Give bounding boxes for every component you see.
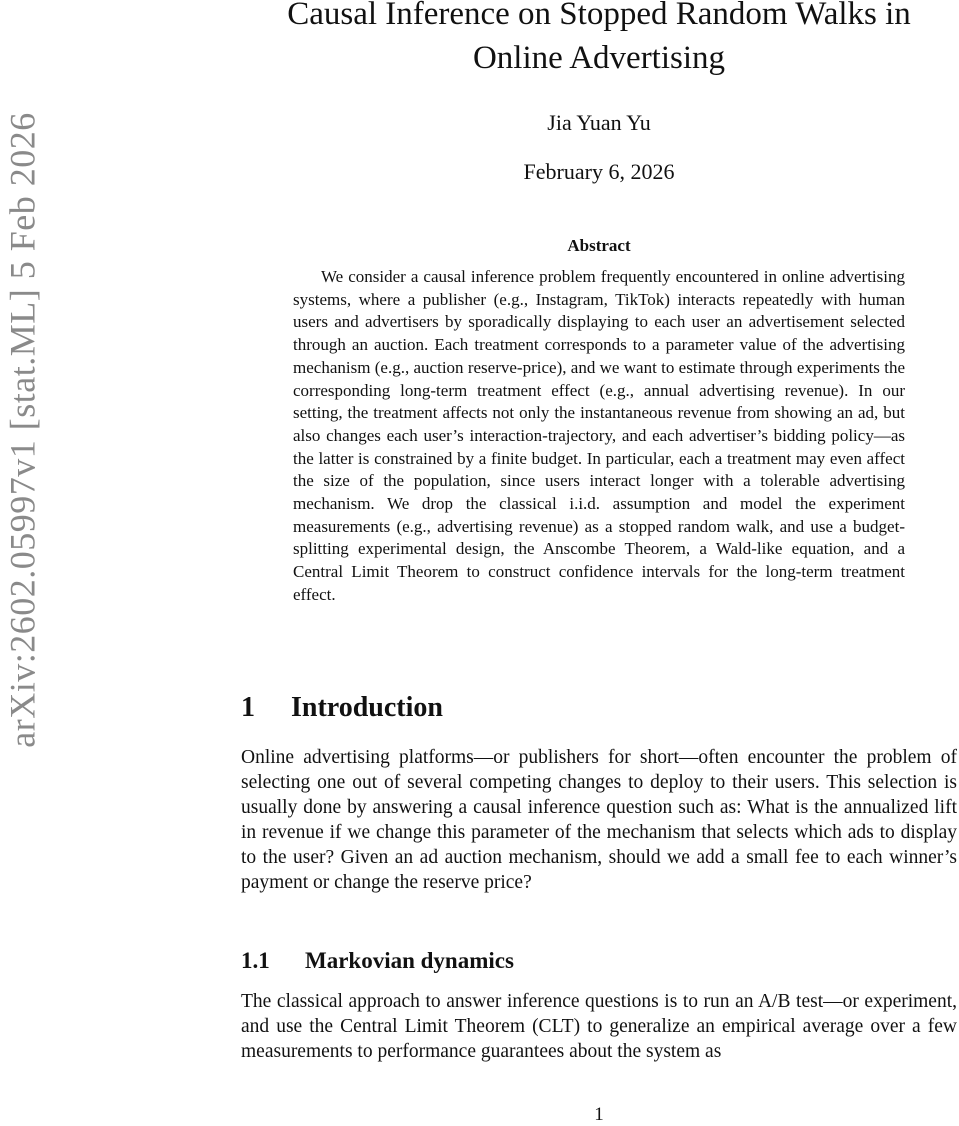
subsection-number: 1.1	[241, 948, 270, 973]
page-number: 1	[594, 1104, 604, 1125]
abstract-heading: Abstract	[567, 236, 631, 255]
arxiv-identifier: arXiv:2602.05997v1 [stat.ML] 5 Feb 2026	[3, 112, 43, 748]
section-title: Introduction	[291, 692, 443, 723]
arxiv-sidebar-stamp	[0, 0, 46, 860]
subsection-title: Markovian dynamics	[305, 948, 514, 973]
section-number: 1	[241, 692, 255, 723]
introduction-paragraph: Online advertising platforms—or publishers for short—often encounter the problem of selecting one out of several competing changes to deploy to their users. This selection is usually done by answering a causal inference question such as: What is the annualized lift in revenue if we change this parameter of the mechanism that selects which ads to display to the user? Given an ad auction mechanism, should we add a small fee to each winner’s payment or change the reserve price?	[241, 747, 957, 894]
paper-date: February 6, 2026	[523, 159, 675, 184]
paper-title: Causal Inference on Stopped Random Walks in Online Advertising	[287, 0, 911, 76]
paper-author: Jia Yuan Yu	[547, 110, 651, 135]
markovian-dynamics-paragraph: The classical approach to answer inference questions is to run an A/B test—or experiment, and use the Central Limit Theorem (CLT) to generalize an empirical average over a few measurements to performance guarantees about the system as	[241, 991, 957, 1063]
abstract-text: We consider a causal inference problem frequently encountered in online advertising systems, where a publisher (e.g., Instagram, TikTok) interacts repeatedly with human users and advertisers by sporadically displaying to each user an advertisement selected through an auction. Each treatment corresponds to a parameter value of the advertising mechanism (e.g., auction reserve-price), and we want to estimate through experiments the corresponding long-term treatment effect (e.g., annual advertising revenue). In our setting, the treatment affects not only the instantaneous revenue from showing an ad, but also changes each user’s interaction-trajectory, and each advertiser’s bidding policy—as the latter is constrained by a finite budget. In particular, each a treatment may even affect the size of the population, since users interact longer with a tolerable advertising mechanism. We drop the classical i.i.d. assumption and model the experiment measurements (e.g., advertising revenue) as a stopped random walk, and use a budget-splitting experimental design, the Anscombe Theorem, a Wald-like equation, and a Central Limit Theorem to construct confidence intervals for the long-term treatment effect.	[293, 267, 905, 604]
subsection-heading-markovian-dynamics	[241, 946, 514, 976]
section-heading-introduction	[241, 690, 443, 726]
